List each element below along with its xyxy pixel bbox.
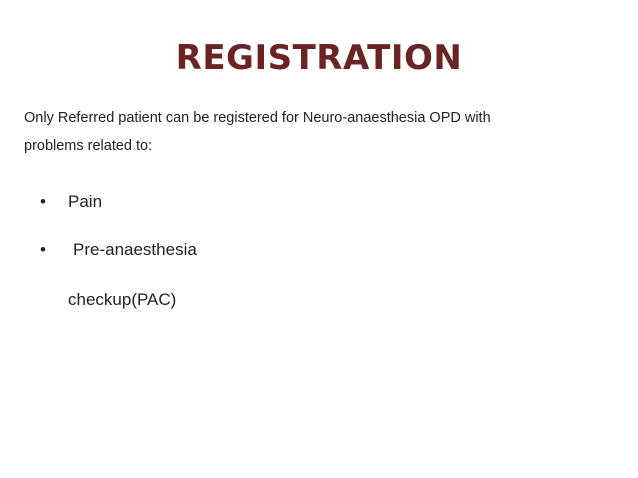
bullet-text-pain: Pain — [68, 192, 103, 211]
intro-text — [24, 104, 614, 160]
bullet-text-checkup: checkup(PAC) — [68, 290, 177, 309]
bullet-item-pain — [36, 190, 456, 214]
bullet-list — [36, 190, 456, 312]
bullet-text-pre-anaesthesia: Pre-anaesthesia — [73, 240, 197, 259]
intro-line-1: Only Referred patient can be registered for Neuro-anaesthesia OPD with — [24, 110, 491, 126]
bullet-item-pac — [36, 238, 456, 312]
bullet-dot-icon: • — [40, 240, 46, 259]
slide-title: REGISTRATION — [175, 38, 463, 78]
intro-line-2: problems related to: — [24, 138, 153, 154]
bullet-dot-icon: • — [40, 192, 46, 211]
